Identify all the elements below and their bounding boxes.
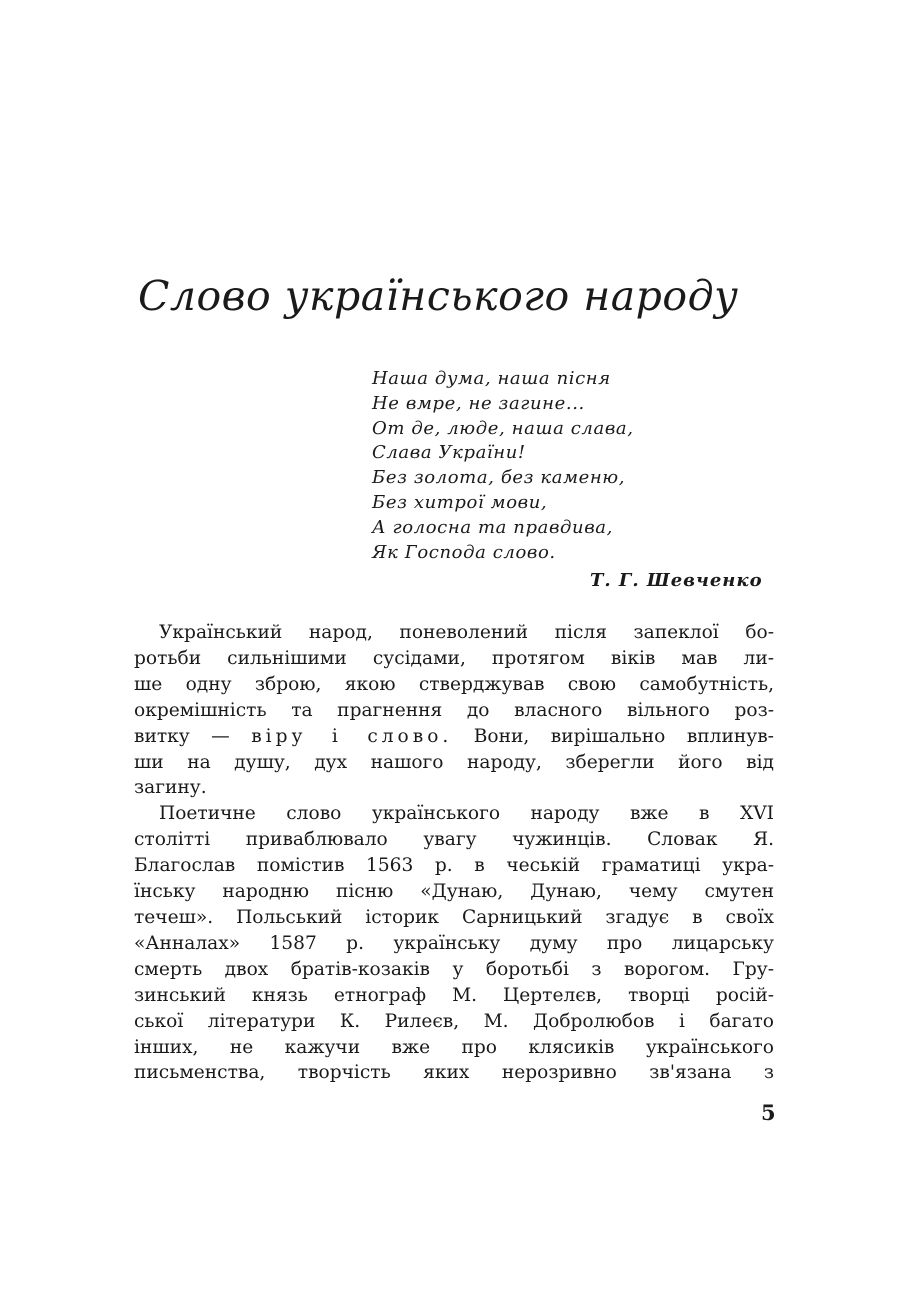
text-line: ротьби сильнішими сусідами, протягом віків мав ли-: [134, 647, 774, 669]
chapter-title: Слово українського народу: [138, 272, 739, 320]
epigraph-line: От де, люде, наша слава,: [372, 417, 634, 439]
epigraph-line: Слава України!: [372, 442, 526, 464]
epigraph: [372, 367, 792, 565]
text-line: загину.: [134, 777, 207, 799]
text-line: письменства, творчість яких нерозривно зв'язана з: [134, 1062, 774, 1084]
text-line: окремішність та прагнення до власного вільного роз-: [134, 699, 774, 721]
body-text: [134, 620, 774, 1086]
text-line: течеш». Польський історик Сарницький згадує в своїх: [134, 906, 774, 928]
text-line: столітті приваблювало увагу чужинців. Словак Я.: [134, 829, 774, 851]
epigraph-line: Не вмре, не загине...: [372, 392, 585, 414]
text-fragment: витку —: [134, 725, 230, 747]
text-line: їнську народню пісню «Дунаю, Дунаю, чему смутен: [134, 881, 774, 903]
text-line: зинський князь етнограф М. Цертелєв, творці росій-: [134, 984, 774, 1006]
epigraph-author: Т. Г. Шевченко: [590, 570, 763, 591]
text-line: ши на душу, дух нашого народу, зберегли його від: [134, 751, 774, 773]
text-line: «Анналах» 1587 р. українську думу про лицарську: [134, 932, 774, 954]
text-line: Український народ, поневолений після запеклої бо-: [159, 622, 774, 643]
text-line: Благослав помістив 1563 р. в чеській граматиці укра-: [134, 855, 774, 877]
epigraph-line: Наша дума, наша пісня: [372, 368, 611, 389]
paragraph-1: [134, 620, 774, 801]
text-line: [134, 724, 774, 750]
emphasis-spaced: віру і слово.: [251, 725, 453, 747]
text-fragment: Вони, вирішально вплинув-: [473, 725, 774, 747]
epigraph-line: А голосна та правдива,: [372, 516, 613, 538]
text-line: Поетичне слово українського народу вже в XVI: [159, 803, 774, 825]
text-line: ської літератури К. Рилеєв, М. Добролюбов і багато: [134, 1010, 774, 1032]
epigraph-line: Без хитрої мови,: [372, 491, 548, 513]
epigraph-line: Як Господа слово.: [372, 541, 556, 563]
text-line: смерть двох братів-козаків у боротьбі з ворогом. Гру-: [134, 958, 774, 980]
paragraph-2: [134, 801, 774, 1086]
page-number: 5: [761, 1100, 776, 1125]
text-line: інших, не кажучи вже про клясиків українського: [134, 1036, 774, 1058]
epigraph-line: Без золота, без каменю,: [372, 467, 626, 489]
text-line: ше одну зброю, якою стверджував свою самобутність,: [134, 673, 774, 695]
